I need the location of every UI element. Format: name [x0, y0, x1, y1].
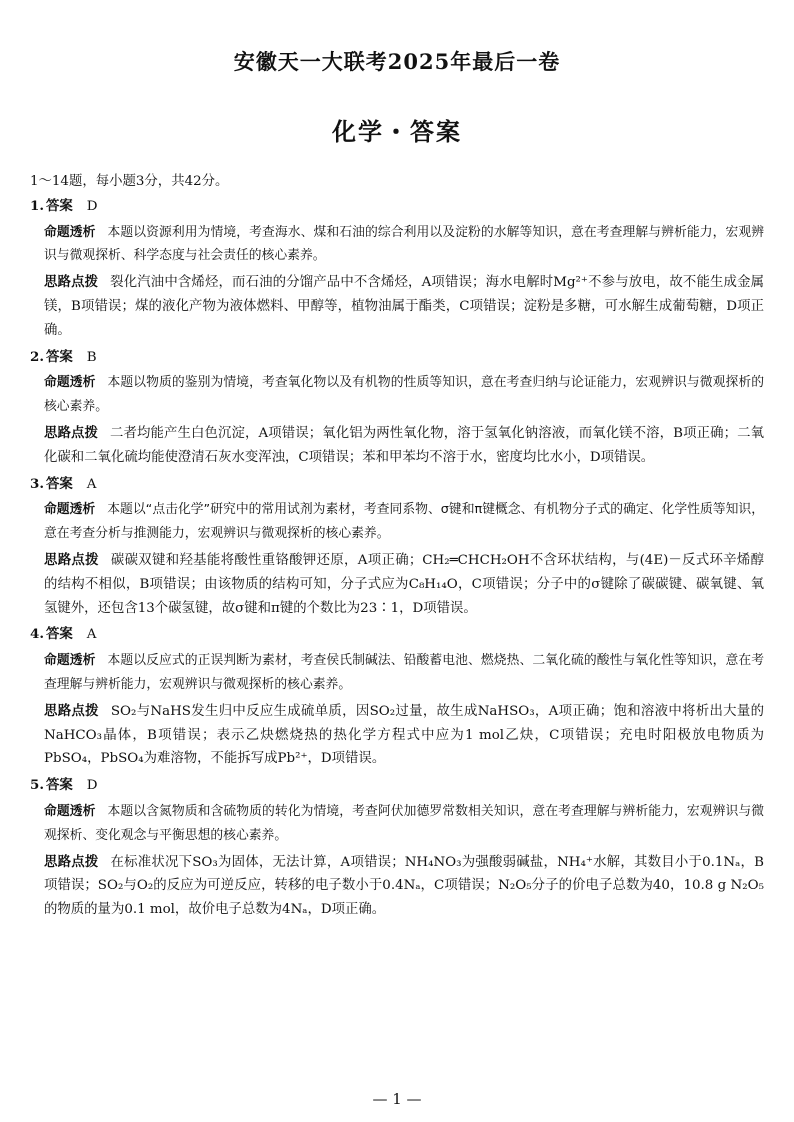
- question-header: [30, 346, 764, 370]
- question-block: [30, 774, 764, 922]
- hint-paragraph: [44, 271, 764, 342]
- question-number: 4.: [30, 626, 44, 643]
- question-number: 1.: [30, 197, 44, 214]
- question-header: [30, 473, 764, 497]
- analysis-label: 命题透析: [44, 224, 96, 240]
- answer-value: A: [86, 627, 97, 643]
- analysis-paragraph: [44, 498, 764, 546]
- question-header: [30, 623, 764, 647]
- hint-text: 碳碳双键和羟基能将酸性重铬酸钾还原，A项正确；CH₂═CHCH₂OH不含环状结构，与(4E)－反式环辛烯醇的结构不相似，B项错误；由该物质的结构可知，分子式应为C₈H₁₄O，C项错误；分子中的σ键除了碳碳键、碳氧键、氧氢键外，还包含13个碳氢键，故σ键和π键的个数比为23∶1，D项错误。: [44, 552, 765, 616]
- question-number: 5.: [30, 777, 44, 794]
- question-block: [30, 473, 764, 621]
- hint-paragraph: [44, 422, 764, 470]
- analysis-text: 本题以反应式的正误判断为素材，考查侯氏制碱法、铅酸蓄电池、燃烧热、二氧化硫的酸性与氧化性等知识，意在考查理解与辨析能力，宏观辨识与微观探析的核心素养。: [44, 653, 765, 692]
- analysis-label: 命题透析: [44, 653, 96, 669]
- page-number: — 1 —: [372, 1090, 422, 1108]
- hint-label: 思路点拨: [44, 551, 99, 568]
- analysis-paragraph: [44, 221, 764, 269]
- analysis-paragraph: [44, 800, 764, 848]
- question-block: [30, 195, 764, 343]
- analysis-text: 本题以资源利用为情境，考查海水、煤和石油的综合利用以及淀粉的水解等知识，意在考查理解与辨析能力，宏观辨识与微观探析、科学态度与社会责任的核心素养。: [44, 224, 765, 264]
- hint-label: 思路点拨: [44, 424, 98, 441]
- hint-label: 思路点拨: [44, 853, 99, 870]
- question-number: 2.: [30, 348, 44, 365]
- page-subtitle: 化学・答案: [332, 117, 462, 146]
- answer-label: 答案: [45, 197, 73, 214]
- analysis-label: 命题透析: [44, 375, 96, 391]
- hint-paragraph: [44, 549, 764, 620]
- hint-label: 思路点拨: [44, 702, 99, 719]
- answer-label: 答案: [45, 475, 73, 492]
- hint-label: 思路点拨: [44, 274, 99, 291]
- analysis-paragraph: [44, 371, 764, 419]
- question-block: [30, 623, 764, 771]
- question-number: 3.: [30, 475, 44, 492]
- question-header: [30, 195, 764, 219]
- scoring-intro: 1～14题，每小题3分，共42分。: [30, 174, 229, 189]
- analysis-text: 本题以“点击化学”研究中的常用试剂为素材，考查同系物、σ键和π键概念、有机物分子式的确定、化学性质等知识，意在考查分析与推测能力，宏观辨识与微观探析的核心素养。: [44, 502, 765, 542]
- analysis-text: 本题以含氮物质和含硫物质的转化为情境，考查阿伏加德罗常数相关知识，意在考查理解与辨析能力，宏观辨识与微观探析、变化观念与平衡思想的核心素养。: [44, 803, 765, 843]
- answer-content: [30, 170, 764, 925]
- hint-paragraph: [44, 851, 764, 922]
- question-header: [30, 774, 764, 798]
- answer-value: D: [86, 778, 98, 794]
- answer-value: A: [86, 476, 97, 492]
- answer-label: 答案: [45, 348, 73, 365]
- analysis-paragraph: [44, 649, 764, 697]
- analysis-text: 本题以物质的鉴别为情境，考查氧化物以及有机物的性质等知识，意在考查归纳与论证能力，宏观辨识与微观探析的核心素养。: [44, 375, 765, 415]
- hint-paragraph: [44, 700, 764, 771]
- hint-text: SO₂与NaHS发生归中反应生成硫单质，因SO₂过量，故生成NaHSO₃，A项正确；饱和溶液中将析出大量的NaHCO₃晶体，B项错误；表示乙炔燃烧热的热化学方程式中应为1 mol乙炔，C项错误；充电时阳极放电物质为PbSO₄，PbSO₄为难溶物，不能拆写成Pb²⁺，D项错误。: [44, 703, 765, 767]
- hint-text: 二者均能产生白色沉淀，A项错误；氧化铝为两性氧化物，溶于氢氧化钠溶液，而氧化镁不溶，B项正确；二氧化碳和二氧化硫均能使澄清石灰水变浑浊，C项错误；苯和甲苯均不溶于水，密度均比水小，D项错误。: [44, 425, 765, 465]
- hint-text: 在标准状况下SO₃为固体，无法计算，A项错误；NH₄NO₃为强酸弱碱盐，NH₄⁺水解，其数目小于0.1Nₐ，B项错误；SO₂与O₂的反应为可逆反应，转移的电子数小于0.4Nₐ，C项错误；N₂O₅分子的价电子总数为40，10.8 g N₂O₅的物质的量为0.1 mol，故价电子总数为4Nₐ，D项正确。: [44, 854, 764, 918]
- answer-value: D: [86, 198, 98, 214]
- question-block: [30, 346, 764, 470]
- analysis-label: 命题透析: [44, 502, 96, 518]
- analysis-label: 命题透析: [44, 803, 96, 819]
- answer-label: 答案: [45, 777, 73, 794]
- page-title: 安徽天一大联考2025年最后一卷: [233, 49, 561, 74]
- answer-value: B: [86, 349, 97, 365]
- hint-text: 裂化汽油中含烯烃，而石油的分馏产品中不含烯烃，A项错误；海水电解时Mg²⁺不参与放电，故不能生成金属镁，B项错误；煤的液化产物为液体燃料、甲醇等，植物油属于酯类，C项错误；淀粉是多糖，可水解生成葡萄糖，D项正确。: [44, 275, 765, 338]
- answer-label: 答案: [45, 626, 73, 643]
